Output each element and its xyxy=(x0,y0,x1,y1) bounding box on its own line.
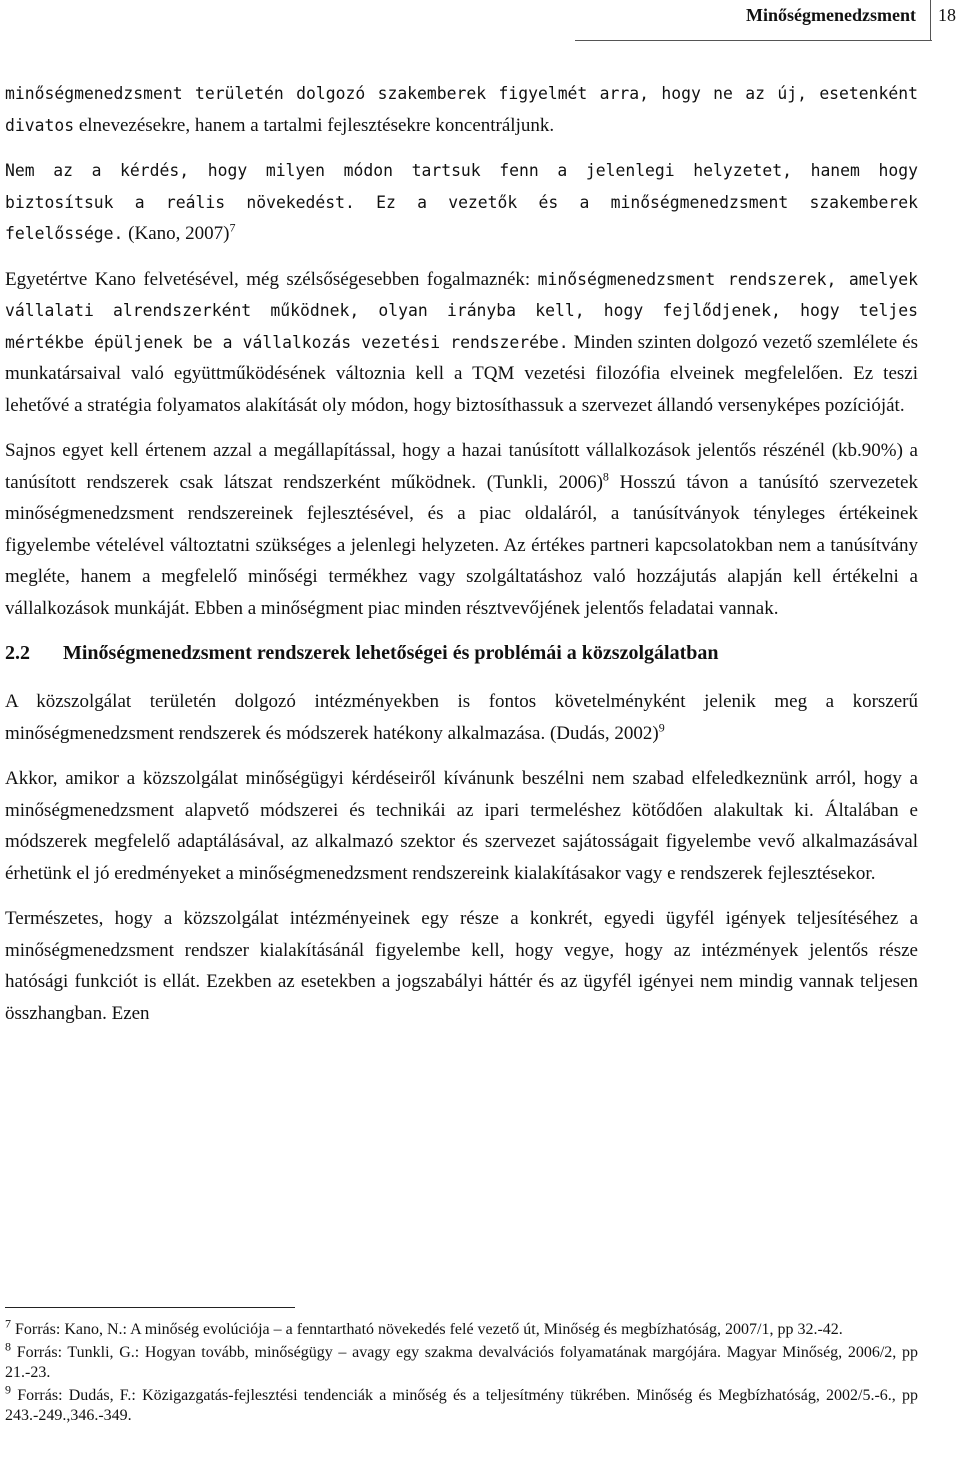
section-heading xyxy=(5,638,918,668)
body-text xyxy=(5,78,918,1043)
page-header xyxy=(0,0,960,42)
footnote-ref: 7 xyxy=(229,220,236,235)
footnote-text: Forrás: Kano, N.: A minőség evolúciója – a fenntartható növekedés felé vezető út, Minőség és megbízhatóság, 2007/1, pp 32.-42. xyxy=(11,1321,843,1338)
footnote-text: Forrás: Tunkli, G.: Hogyan tovább, minőségügy – avagy egy szakma devalvációs folyamatának margójára. Magyar Minőség, 2006/2, pp 21.-23. xyxy=(5,1344,918,1381)
footnote xyxy=(5,1339,918,1383)
header-divider xyxy=(930,0,931,40)
text-run: A közszolgálat területén dolgozó intézményekben is fontos követelményként jelenik meg a korszerű minőségmenedzsment rendszerek és módszerek hatékony alkalmazása. (Dudás, 2002) xyxy=(5,691,918,744)
section-number: 2.2 xyxy=(5,642,30,664)
text-run: Természetes, hogy a közszolgálat intézményeinek egy része a konkrét, egyedi ügyfél igények teljesítéséhez a minőségmenedzsment rendszer kialakításánál figyelembe kell, hogy vegye, hogy az intézmények jelentős része hatósági funkciót is ellát. Ezekben az esetekben a jogszabályi háttér és az ügyfél igényei nem mindig vannak teljesen összhangban. Ezen xyxy=(5,908,918,1024)
footnote-number: 8 xyxy=(5,1339,11,1354)
footnote-separator xyxy=(5,1307,295,1308)
paragraph xyxy=(5,686,918,749)
text-run: Hosszú távon a tanúsító szervezetek minőségmenedzsment rendszereinek fejlesztésével, és a piac oldaláról, a tanúsítványok tényleges értékeinek figyelembe vételével változtatni szükséges a jelenlegi helyzeten. Az értékes partneri kapcsolatokban nem a tanúsítvány megléte, hanem a megfelelő minőségi termékhez vagy szolgáltatáshoz való hozzájutás alapján kell értékelni a vállalkozások munkáját. Ebben a minőségment piac minden résztvevőjének jelentős feladatai vannak. xyxy=(5,471,918,619)
text-run: Sajnos egyet kell értenem azzal a megállapítással, hogy a hazai tanúsított vállalkozások jelentős részénél (kb.90%) a tanúsított rendszerek csak látszat rendszerként működnek. (Tunkli, 2006) xyxy=(5,440,918,493)
text-run: elnevezésekre, hanem a tartalmi fejlesztésekre koncentráljunk. xyxy=(74,114,555,136)
text-run: Egyetértve Kano felvetésével, még szélsőségesebben fogalmaznék: xyxy=(5,268,538,290)
text-run: minőségmenedzsment rendszerek, amelyek vállalati alrendszerként működnek, olyan irányba kell, hogy fejlődjenek, hogy teljes mértékbe épüljenek be a vállalkozás vezetési rendszerébe. xyxy=(5,269,919,352)
paragraph xyxy=(5,435,918,624)
paragraph xyxy=(5,78,918,141)
text-run: Akkor, amikor a közszolgálat minőségügyi kérdéseiről kívánunk beszélni nem szabad elfeledkeznünk arról, hogy a minőségmenedzsment alapvető módszerei és technikái az ipari termeléshez kötődően alakultak ki. Általában e módszerek megfelelő adaptálásával, az alkalmazó szektor és szervezet sajátosságait figyelembe vevő alkalmazásával érhetünk el jó eredményeket a minőségmenedzsment rendszereink kialakításakor vagy e rendszerek fejlesztésekor. xyxy=(5,768,918,884)
footnote xyxy=(5,1382,918,1426)
footnote-ref: 9 xyxy=(658,720,665,735)
text-run: Minden szinten dolgozó vezető szemlélete és munkatársaival való együttműködésének változnia kell a TQM vezetési filozófia elveinek megfelelően. Ez teszi lehetővé a stratégia folyamatos alakítását oly módon, hogy biztosíthassuk a szervezet állandó versenyképes pozícióját. xyxy=(5,331,918,416)
footnote-number: 9 xyxy=(5,1382,11,1397)
paragraph xyxy=(5,155,918,250)
text-run: minőségmenedzsment területén dolgozó szakemberek figyelmét arra, hogy ne az új, esetenként divatos xyxy=(5,84,918,135)
footnote xyxy=(5,1316,918,1340)
footnote-number: 7 xyxy=(5,1316,11,1331)
header-rule xyxy=(575,40,932,41)
text-run: Nem az a kérdés, hogy milyen módon tartsuk fenn a jelenlegi helyzetet, hanem hogy biztosítsuk a reális növekedést. Ez a vezetők és a minőségmenedzsment szakemberek felelőssége. xyxy=(5,161,918,243)
paragraph xyxy=(5,763,918,889)
footnote-text: Forrás: Dudás, F.: Közigazgatás-fejlesztési tendenciák a minőség és a teljesítmény tükrében. Minőség és Megbízhatóság, 2002/5.-6., pp 243.-249.,346.-349. xyxy=(5,1387,918,1424)
running-title: Minőségmenedzsment xyxy=(746,5,916,25)
paragraph xyxy=(5,264,918,422)
section-title: Minőségmenedzsment rendszerek lehetőségei és problémái a közszolgálatban xyxy=(63,642,719,664)
citation: (Kano, 2007) xyxy=(123,223,230,244)
page-number: 18 xyxy=(938,5,956,25)
footnotes xyxy=(5,1316,918,1429)
footnote-ref: 8 xyxy=(602,469,609,484)
paragraph xyxy=(5,903,918,1029)
